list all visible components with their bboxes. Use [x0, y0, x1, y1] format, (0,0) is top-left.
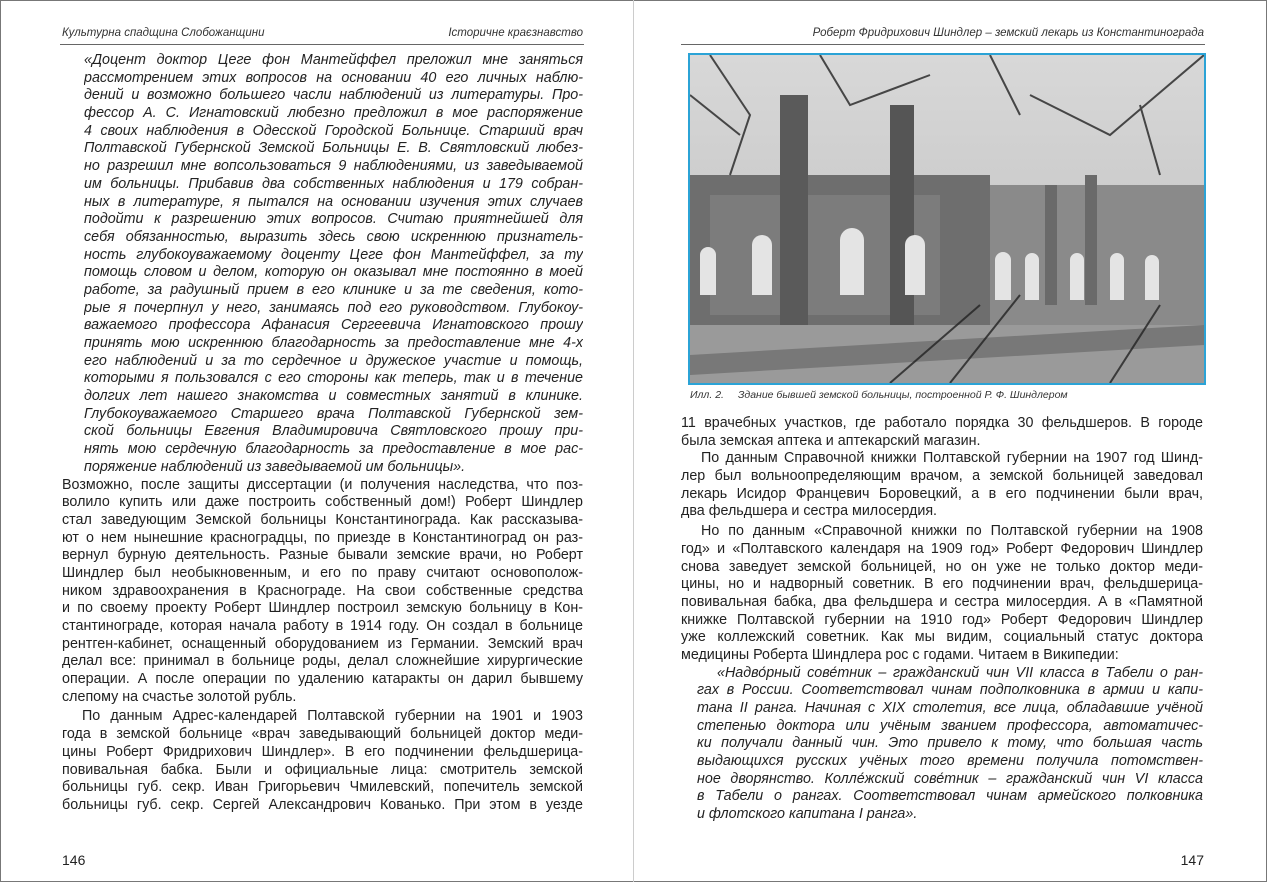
text-line: стал заведующим Земской больницы Константинограда. Как рассказыва-: [62, 511, 583, 528]
quote-paragraph: [681, 665, 1203, 824]
text-line: но разрешил мне вопсользоваться 9 наблюдениями, из заведываемой: [84, 158, 583, 175]
text-line: подойти к разрешению этих вопросов. Считаю приятнейшей для: [84, 211, 583, 228]
text-line: волило купить или даже построить собственный дом!) Роберт Шиндлер: [62, 494, 583, 511]
text-line: себя обязанностью, выразить здесь свою искреннюю признатель-: [84, 228, 583, 245]
text-line: степенью доктора или учёным званием профессора, автоматичес-: [697, 717, 1203, 734]
text-line: фессор А. С. Игнатовский любезно предложил в мое распоряжение: [84, 105, 583, 122]
text-line: ных в литературе, я пытался на основании изучения этих случаев: [84, 193, 583, 210]
paragraph: [681, 415, 1203, 450]
text-line: слепому на счастье золотой рубль.: [62, 688, 297, 705]
text-line: была земская аптека и аптекарский магазин.: [681, 432, 981, 449]
text-line: повивальная бабка, два фельдшера и сестра милосердия. А в «Памятной: [681, 593, 1203, 610]
text-line: работе, за радушный прием в его клинике и за те сведения, кото-: [84, 281, 583, 298]
text-line: ки получали данный чин. Это привело к тому, что большая часть: [697, 735, 1203, 752]
header-rule: [681, 44, 1205, 45]
paragraph: [62, 477, 583, 707]
text-line: выдающихся русских учёных того времени получила потомствен-: [697, 753, 1203, 770]
figure-caption: [690, 389, 1082, 401]
text-line: уже коллежский советник. Как мы видим, социальный статус доктора: [681, 629, 1203, 646]
text-line: лекарь Исидор Францевич Боровецкий, а в его подчинении были врач,: [681, 485, 1203, 502]
text-line: «Надво́рный сове́тник – гражданский чин VII класса в Табели о ран-: [717, 664, 1203, 681]
running-header-section: Історичне краєзнавство: [448, 27, 583, 39]
text-line: рассмотрением этих вопросов на основании 40 его личных наблю-: [84, 69, 583, 86]
quote-paragraph: [62, 52, 583, 477]
text-line: рентген-кабинет, оснащенный оборудованием из Германии. Земский врач: [62, 635, 583, 652]
text-line: важаемого профессора Афанасия Сергеевича Игнатовского прошу: [84, 317, 583, 334]
text-line: им больницы. Прибавив два собственных наблюдения и 179 собран-: [84, 175, 583, 192]
text-line: цины Роберт Фридрихович Шиндлер». В его подчинении фельдшерица-: [62, 743, 583, 760]
paragraph: [681, 523, 1203, 665]
text-line: долгих лет нашего знакомства и совместных занятий в клинике.: [84, 388, 583, 405]
text-line: вернул бурную деятельность. Разные бывали земские врачи, но Роберт: [62, 547, 583, 564]
text-line: год» и «Полтавского календаря на 1909 год» Роберт Федорович Шиндлер: [681, 540, 1203, 557]
text-line: 4 своих наблюдения в Одесской Городской Больнице. Старший врач: [84, 122, 583, 139]
paragraph: [62, 708, 583, 814]
text-line: Шиндлер был необыкновенным, и его по праву считают основополож-: [62, 564, 583, 581]
figure-caption-text: Здание бывшей земской больницы, построенной Р. Ф. Шиндлером: [737, 389, 1068, 401]
text-line: ником здравоохранения в Краснограде. На свои собственные средства: [62, 582, 583, 599]
text-line: Глубокоуважаемого Старшего врача Полтавской Губернской зем-: [84, 405, 583, 422]
text-line: Возможно, после защиты диссертации (и получения наследства, что поз-: [62, 476, 583, 493]
text-line: и флотского капитана I ранга».: [697, 806, 918, 823]
text-line: «Доцент доктор Цеге фон Мантейффел преложил мне заняться: [84, 52, 583, 68]
text-line: ской больницы Евгения Владимировича Святловского прошу при-: [84, 423, 583, 440]
text-line: По данным Адрес-календарей Полтавской губернии на 1901 и 1903: [82, 708, 583, 725]
text-line: нять мою сердечную благодарность за предоставление в мое рас-: [84, 441, 583, 458]
hospital-building-photo: [688, 53, 1206, 385]
left-page-text: [62, 52, 583, 815]
text-line: тана II ранга. Начиная с XIX столетия, все лица, обладавшие учёной: [697, 700, 1203, 716]
text-line: года в земской больнице «врач заведывающий больницей доктор меди-: [62, 726, 583, 743]
text-line: книжке Полтавской губернии на 1910 год» Роберт Федорович Шиндлер: [681, 611, 1203, 628]
text-line: операции. А после операции по удалению катаракты он дарил бывшему: [62, 671, 583, 688]
text-line: которыми я пользовался с его стороны как теперь, так и в течение: [84, 370, 583, 387]
text-line: рые я почерпнул у него, занимаясь под его руководством. Глубокоу-: [84, 299, 583, 316]
page-number-left: 146: [62, 852, 86, 868]
text-line: его наблюдений и за то сердечное и дружеское участие и помощь,: [84, 352, 583, 369]
text-line: больницы губ. секр. Иван Григорьевич Чмилевский, попечитель земской: [62, 779, 583, 796]
text-line: медицины Роберта Шиндлера рос с годами. Читаем в Википедии:: [681, 646, 1119, 663]
text-line: повивальная бабка. Были и официальные лица: смотритель земской: [62, 761, 583, 778]
text-line: цины, но и надворный советник. В его подчинении врач, фельдшерица-: [681, 576, 1203, 593]
page-number-right: 147: [1180, 852, 1204, 868]
running-header-left: Культурна спадщина Слобожанщини: [62, 27, 265, 39]
spine-gutter: [633, 0, 634, 882]
text-line: помощь словом и делом, которую он оказывал мне постоянно в моей: [84, 264, 583, 281]
text-line: По данным Справочной книжки Полтавской губернии на 1907 год Шинд-: [701, 450, 1203, 467]
paragraph: [681, 450, 1203, 521]
text-line: делал все: принимал в больнице роды, делал сложнейшие хирургические: [62, 653, 583, 670]
text-line: лер был вольноопределяющим врачом, а земской больницей заведовал: [681, 468, 1203, 485]
text-line: больницы губ. секр. Сергей Александрович Кованько. При этом в уезде: [62, 796, 583, 813]
text-line: поряжение наблюдений из заведываемой им больницы».: [84, 458, 466, 475]
text-line: Полтавской Губернской Земской Больницы Е. В. Святловский любез-: [84, 140, 583, 157]
text-line: ность глубокоуважаемому доценту Цеге фон Мантейффел, за ту: [84, 246, 583, 263]
running-header-right: Роберт Фридрихович Шиндлер – земский лекарь из Константинограда: [812, 27, 1204, 39]
text-line: гах в России. Соответствовал чинам подполковника в армии и капи-: [697, 682, 1203, 699]
figure-label: Илл. 2.: [690, 389, 724, 401]
text-line: стантинограде, которая начала работу в 1914 году. Он создал в больнице: [62, 618, 583, 634]
text-line: принять мою искреннюю благодарность за предоставление мне 4-х: [84, 335, 583, 351]
text-line: и по своему проекту Роберт Шиндлер построил земскую больницу в Кон-: [62, 600, 583, 617]
text-line: в Табели о рангах. Соответствовал чинам армейского полковника: [697, 788, 1203, 805]
text-line: 11 врачебных участков, где работало порядка 30 фельдшеров. В городе: [681, 415, 1203, 431]
text-line: два фельдшера и сестра милосердия.: [681, 503, 938, 520]
right-page-text: [681, 415, 1203, 824]
text-line: дений и возможно большего часли наблюдений из литературы. Про-: [84, 87, 583, 104]
text-line: ют о нем нынешние красноградцы, по приезде в Константиноград он раз-: [62, 529, 583, 546]
text-line: Но по данным «Справочной книжки по Полтавской губернии на 1908: [701, 523, 1203, 540]
text-line: снова заведует земской больницей, но он уже не только доктор меди-: [681, 558, 1203, 575]
text-line: ное дворянство. Колле́жский сове́тник – гражданский чин VI класса: [697, 770, 1203, 787]
header-rule: [60, 44, 584, 45]
